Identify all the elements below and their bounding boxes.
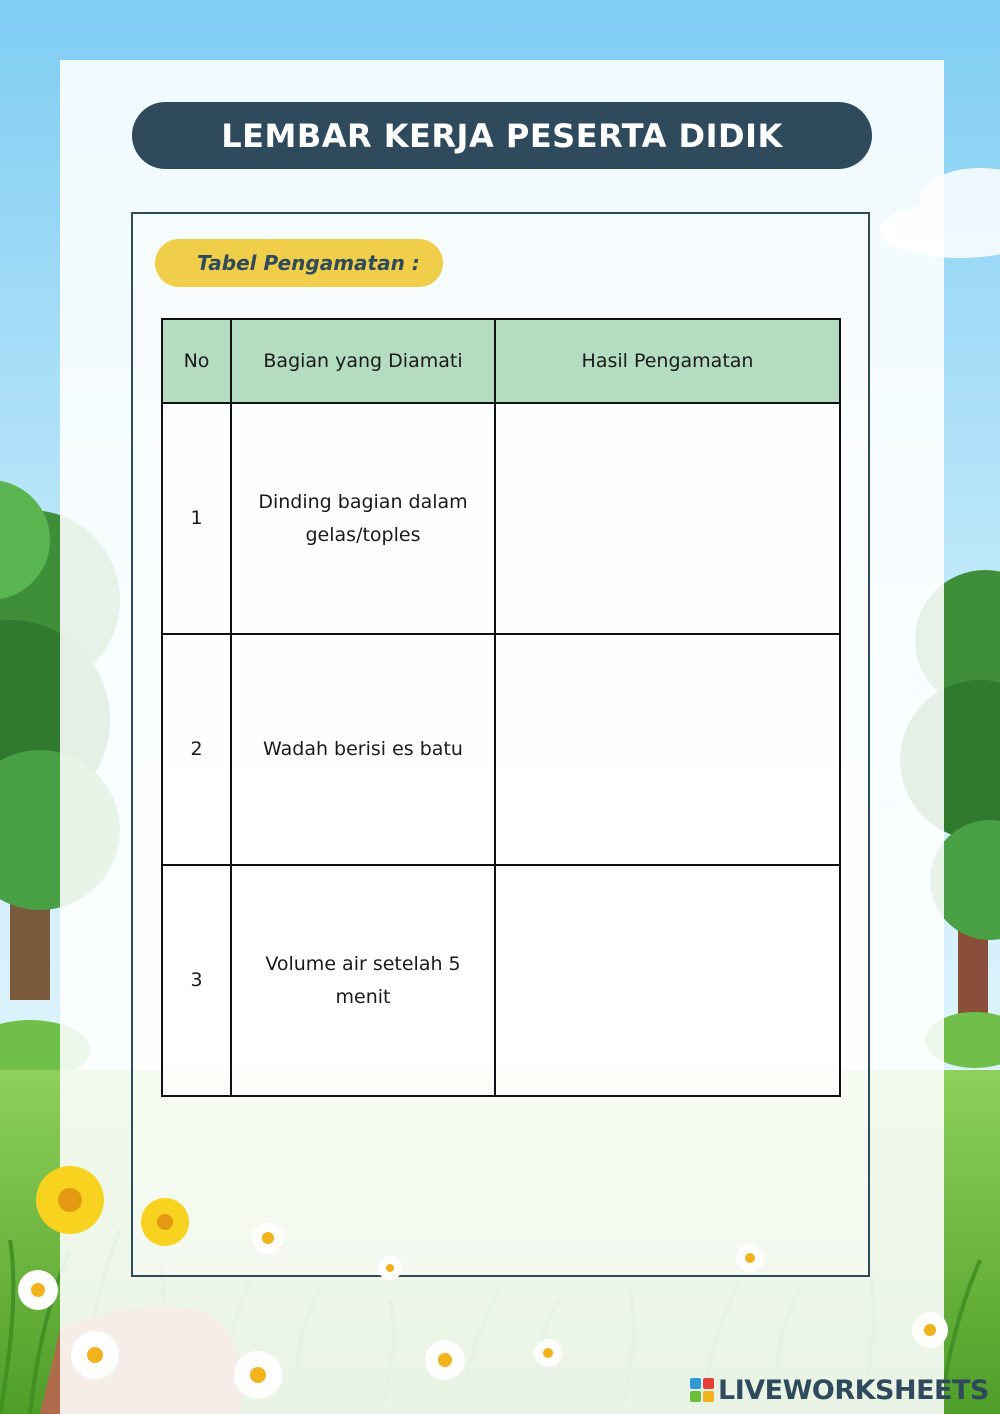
table-row	[162, 865, 840, 1096]
observed-part: Wadah berisi es batu	[231, 634, 495, 865]
liveworksheets-watermark	[690, 1373, 989, 1407]
liveworksheets-logo-icon	[690, 1378, 714, 1402]
row-number: 1	[162, 403, 231, 634]
table-header-row	[162, 319, 840, 403]
observation-result-cell[interactable]	[495, 403, 840, 634]
column-header-result: Hasil Pengamatan	[495, 319, 840, 403]
observation-result-cell[interactable]	[495, 865, 840, 1096]
observation-result-cell[interactable]	[495, 634, 840, 865]
row-number: 3	[162, 865, 231, 1096]
title-banner	[132, 102, 872, 169]
column-header-no: No	[162, 319, 231, 403]
observed-part: Volume air setelah 5 menit	[231, 865, 495, 1096]
watermark-text: LIVEWORKSHEETS	[718, 1374, 989, 1406]
row-number: 2	[162, 634, 231, 865]
page-title: LEMBAR KERJA PESERTA DIDIK	[221, 116, 783, 155]
table-row	[162, 403, 840, 634]
column-header-item: Bagian yang Diamati	[231, 319, 495, 403]
section-label: Tabel Pengamatan :	[197, 251, 420, 275]
section-label-pill	[155, 239, 443, 287]
observed-part: Dinding bagian dalam gelas/toples	[231, 403, 495, 634]
observation-table	[161, 318, 841, 1097]
table-row	[162, 634, 840, 865]
